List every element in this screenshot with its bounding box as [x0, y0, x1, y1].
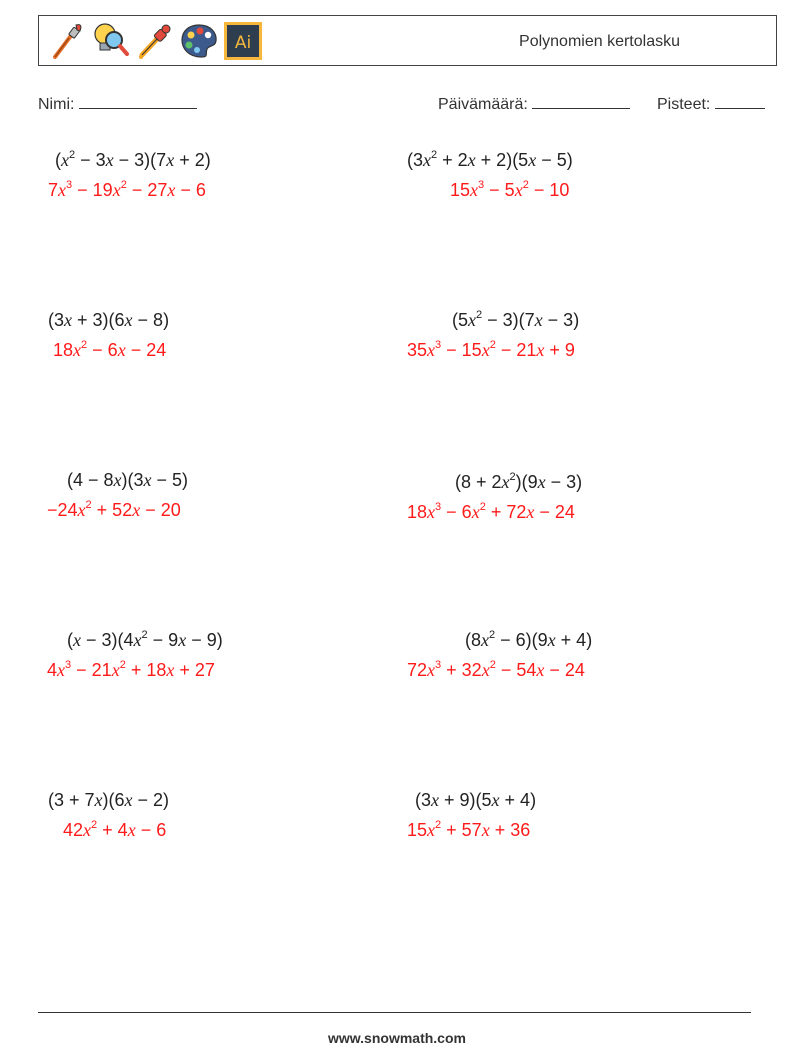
- illustrator-icon: [223, 21, 263, 61]
- date-blank[interactable]: [532, 94, 630, 109]
- answer-6: $18x^3 - 6x^2 + 72x - 24$: [407, 501, 575, 522]
- answer-5: $-24x^2 + 52x - 20$: [47, 499, 181, 520]
- answer-9: $42x^2 + 4x - 6$: [63, 819, 167, 840]
- worksheet-title: Polynomien kertolasku: [519, 33, 680, 50]
- score-field: [657, 94, 765, 114]
- header-icons: [47, 21, 263, 61]
- illustrator-label: Ai: [234, 33, 252, 53]
- problem-7: $(x - 3)(4x^2 - 9x - 9)$: [67, 629, 223, 650]
- answer-2: $15x^3 - 5x^2 - 10$: [450, 179, 570, 200]
- answer-10: $15x^2 + 57x + 36$: [407, 819, 531, 840]
- name-field: [38, 94, 197, 114]
- problem-1: $(x^2 - 3x - 3)(7x + 2)$: [55, 149, 211, 170]
- problem-5: (4 − 8x)(3x − 5): [67, 470, 189, 490]
- palette-icon: [179, 21, 219, 61]
- problem-8: $(8x^2 - 6)(9x + 4)$: [465, 629, 593, 650]
- problem-10: (3x + 9)(5x + 4): [415, 790, 537, 810]
- problem-2: $(3x^2 + 2x + 2)(5x - 5)$: [407, 149, 573, 170]
- paintbrush-icon: [47, 21, 87, 61]
- magnifier-bulb-icon: [91, 21, 131, 61]
- footer-divider: [38, 1012, 751, 1013]
- problem-9: (3 + 7x)(6x − 2): [48, 790, 170, 810]
- problem-3: (3x + 3)(6x − 8): [48, 310, 170, 330]
- name-label: Nimi:: [38, 96, 75, 113]
- worksheet-header: [38, 15, 777, 66]
- answer-3: $18x^2 - 6x - 24$: [53, 339, 167, 360]
- answer-1: $7x^3 - 19x^2 - 27x - 6$: [48, 179, 206, 200]
- date-label: Päivämäärä:: [438, 96, 528, 113]
- footer-website[interactable]: www.snowmath.com: [328, 1030, 466, 1046]
- problem-4: $(5x^2 - 3)(7x - 3)$: [452, 309, 580, 330]
- problem-6: $(8 + 2x^2)(9x - 3)$: [455, 471, 583, 492]
- score-blank[interactable]: [715, 94, 765, 109]
- date-field: [438, 94, 630, 114]
- answer-8: $72x^3 + 32x^2 - 54x - 24$: [407, 659, 585, 680]
- answer-4: $35x^3 - 15x^2 - 21x + 9$: [407, 339, 575, 360]
- score-label: Pisteet:: [657, 96, 711, 113]
- eyedropper-icon: [135, 21, 175, 61]
- name-blank[interactable]: [79, 94, 197, 109]
- answer-7: $4x^3 - 21x^2 + 18x + 27$: [47, 659, 215, 680]
